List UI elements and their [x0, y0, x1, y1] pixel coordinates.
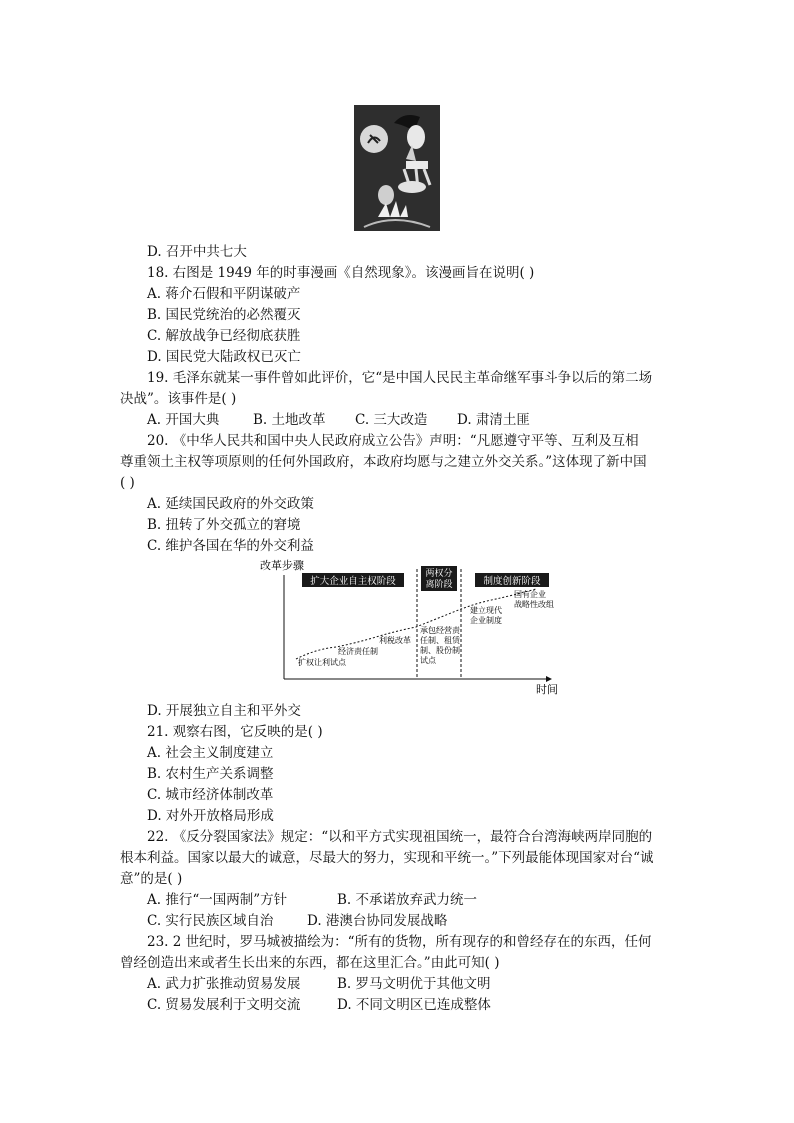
- q22-option-d: D. 港澳台协同发展战略: [307, 913, 448, 929]
- step-1: 扩权让利试点: [298, 658, 346, 667]
- q17-option-d: D. 召开中共七大: [147, 244, 247, 260]
- q21-option-d: D. 对外开放格局形成: [147, 808, 274, 824]
- q22-stem-line3: 意”的是( ): [120, 871, 183, 887]
- step-3: 利税改革: [379, 636, 411, 645]
- stage-1-label: 扩大企业自主权阶段: [310, 576, 396, 587]
- q21-option-b: B. 农村生产关系调整: [147, 766, 274, 782]
- step-2: 经济责任制: [338, 647, 378, 656]
- q19-option-d: D. 肃清土匪: [457, 412, 530, 428]
- q22-options-row2: [147, 912, 447, 930]
- step-4-line3: 制、股份制: [420, 646, 460, 655]
- q23-option-a: A. 武力扩张推动贸易发展: [147, 976, 301, 992]
- stage-2-label-line2: 离阶段: [425, 580, 453, 590]
- q19-stem-line2: 决战”。该事件是( ): [120, 391, 237, 407]
- q19-stem-line1: 19. 毛泽东就某一事件曾如此评价，它“是中国人民民主革命继军事斗争以后的第二场: [147, 370, 653, 386]
- q23-option-d: D. 不同文明区已连成整体: [337, 997, 491, 1013]
- q22-stem-line2: 根本利益。国家以最大的诚意，尽最大的努力，实现和平统一。”下列最能体现国家对台“诚: [120, 850, 654, 866]
- q19-option-b: B. 土地改革: [253, 412, 326, 428]
- stage-2-label-line1: 两权分: [425, 569, 453, 579]
- q19-options: [147, 411, 530, 429]
- q20-option-d: D. 开展独立自主和平外交: [147, 703, 301, 719]
- stage-3-label: 制度创新阶段: [483, 576, 541, 587]
- step-6-line2: 战略性改组: [514, 600, 554, 609]
- chart-y-label: 改革步骤: [260, 559, 304, 572]
- q23-option-c: C. 贸易发展利于文明交流: [147, 997, 301, 1013]
- cartoon-illustration: [354, 105, 440, 231]
- q21-stem: 21. 观察右图，它反映的是( ): [147, 724, 323, 740]
- q22-option-a: A. 推行“一国两制”方针: [147, 892, 288, 908]
- step-5-line1: 建立现代: [470, 606, 502, 615]
- q19-option-c: C. 三大改造: [355, 412, 428, 428]
- q20-option-c: C. 维护各国在华的外交利益: [147, 538, 314, 554]
- q18-option-d: D. 国民党大陆政权已灭亡: [147, 349, 301, 365]
- q20-option-b: B. 扭转了外交孤立的窘境: [147, 517, 301, 533]
- q22-options-row1: [147, 891, 477, 909]
- q20-stem-line3: ( ): [120, 475, 135, 491]
- q23-options-row1: [147, 975, 491, 993]
- q20-stem-line1: 20. 《中华人民共和国中央人民政府成立公告》声明：“凡愿遵守平等、互利及互相: [147, 433, 639, 449]
- q22-stem-line1: 22. 《反分裂国家法》规定：“以和平方式实现祖国统一，最符合台湾海峡两岸同胞的: [147, 829, 653, 845]
- step-4-line1: 承包经营责: [420, 626, 460, 635]
- step-6-line1: 国有企业: [514, 590, 546, 599]
- q18-stem: 18. 右图是 1949 年的时事漫画《自然现象》。该漫画旨在说明( ): [147, 265, 535, 281]
- q20-stem-line2: 尊重领土主权等项原则的任何外国政府，本政府均愿与之建立外交关系。”这体现了新中国: [120, 454, 647, 470]
- q21-option-a: A. 社会主义制度建立: [147, 745, 274, 761]
- q21-option-c: C. 城市经济体制改革: [147, 787, 274, 803]
- q20-option-a: A. 延续国民政府的外交政策: [147, 496, 314, 512]
- step-4-line2: 任制、租赁: [420, 636, 460, 645]
- q23-stem-line1: 23. 2 世纪时，罗马城被描绘为：“所有的货物，所有现存的和曾经存在的东西，任何: [147, 934, 652, 950]
- step-4-line4: 试点: [420, 656, 436, 665]
- q18-option-b: B. 国民党统治的必然覆灭: [147, 307, 301, 323]
- cartoon-image: [354, 105, 440, 231]
- q23-option-b: B. 罗马文明优于其他文明: [337, 976, 491, 992]
- q23-options-row2: [147, 996, 491, 1014]
- q23-stem-line2: 曾经创造出来或者生长出来的东西，都在这里汇合。”由此可知( ): [120, 955, 500, 971]
- q18-option-a: A. 蒋介石假和平阴谋破产: [147, 286, 301, 302]
- reform-steps-chart: [258, 557, 558, 697]
- q19-option-a: A. 开国大典: [147, 412, 220, 428]
- q22-option-b: B. 不承诺放弃武力统一: [337, 892, 478, 908]
- chart-x-label: 时间: [536, 683, 558, 696]
- q22-option-c: C. 实行民族区域自治: [147, 913, 274, 929]
- q18-option-c: C. 解放战争已经彻底获胜: [147, 328, 301, 344]
- step-5-line2: 企业制度: [470, 616, 502, 625]
